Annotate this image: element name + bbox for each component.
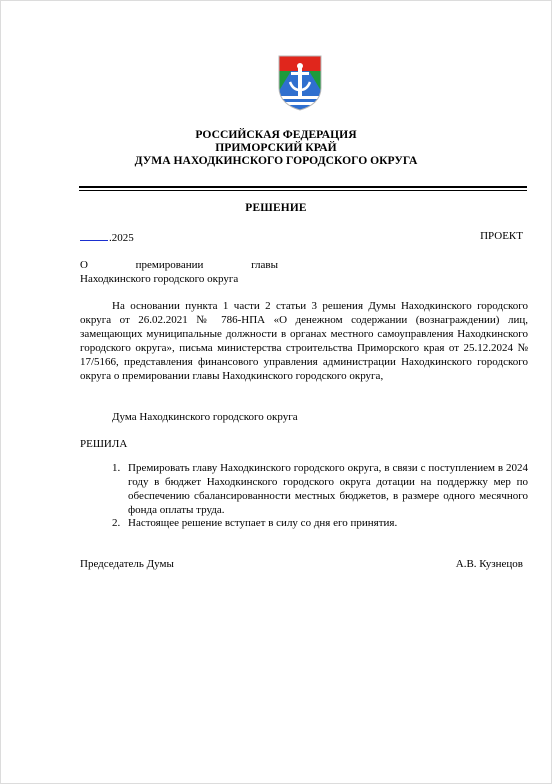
- item-number: 1.: [112, 462, 121, 474]
- item-number: 2.: [112, 517, 121, 529]
- city-coat-of-arms-icon: [277, 54, 323, 112]
- header-country: РОССИЙСКАЯ ФЕДЕРАЦИЯ: [195, 128, 357, 141]
- item-text: Премировать главу Находкинского городского округа, в связи с поступлением в 2024 году в бюджет Находкинского городского округа дотации на поддержку мер по обеспечению сбалансированности местных бюджетов, в размере одного месячного фонда оплаты труда.: [128, 462, 528, 516]
- preamble-paragraph: На основании пункта 1 части 2 статьи 3 решения Думы Находкинского городского округа от 26.02.2021 № 786-НПА «О денежном содержании (вознаграждении) лиц, замещающих муниципальные должности в органах местного самоуправления Находкинского городского округа», письма министерства строительства Приморского края от 25.12.2024 № 17/5166, представления финансового управления администрации Находкинского городского округа о премировании главы Находкинского городского округа,: [80, 300, 528, 382]
- date-year: .2025: [109, 232, 134, 244]
- document-subject: [80, 258, 278, 286]
- document-date: [80, 230, 134, 244]
- header-divider-thin: [79, 190, 527, 191]
- header-council: ДУМА НАХОДКИНСКОГО ГОРОДСКОГО ОКРУГА: [134, 154, 418, 167]
- header-region: ПРИМОРСКИЙ КРАЙ: [215, 141, 337, 154]
- header-divider-thick: [79, 186, 527, 188]
- date-blank: [80, 230, 108, 241]
- subject-line-2: Находкинского городского округа: [80, 273, 239, 285]
- status-label: ПРОЕКТ: [480, 230, 523, 242]
- signatory-name: А.В. Кузнецов: [455, 558, 523, 570]
- item-text: Настоящее решение вступает в силу со дня его принятия.: [128, 517, 398, 529]
- document-title: РЕШЕНИЕ: [245, 202, 307, 214]
- decided-label: РЕШИЛА: [80, 438, 128, 450]
- issuer-line: Дума Находкинского городского округа: [112, 411, 298, 423]
- signatory-position: Председатель Думы: [80, 558, 174, 570]
- subject-line-1: О премировании главы: [80, 259, 278, 271]
